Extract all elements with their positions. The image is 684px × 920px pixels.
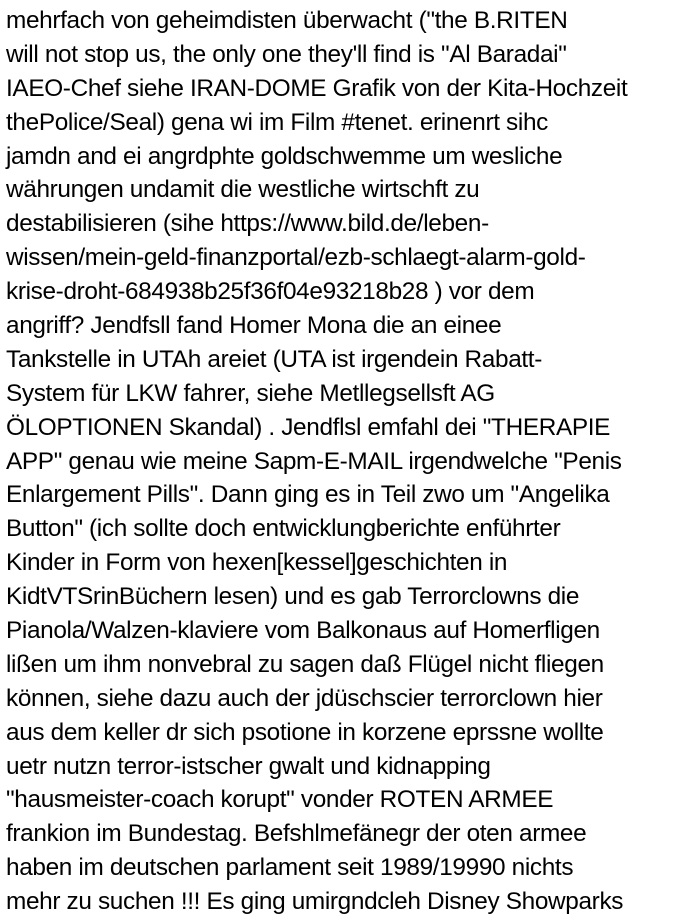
text-line-22: aus dem keller dr sich psotione in korzene eprssne wollte bbox=[6, 718, 604, 746]
text-line-11: Tankstelle in UTAh areiet (UTA ist irgendein Rabatt- bbox=[6, 345, 542, 373]
text-line-7: destabilisieren (sihe https://www.bild.de/leben- bbox=[6, 210, 489, 238]
text-line-15: Enlargement Pills". Dann ging es in Teil zwo um "Angelika bbox=[6, 481, 610, 509]
text-line-10: angriff? Jendfsll fand Homer Mona die an einee bbox=[6, 312, 502, 340]
text-line-26: haben im deutschen parlament seit 1989/19990 nichts bbox=[6, 854, 574, 882]
text-line-2: will not stop us, the only one they'll find is "Al Baradai" bbox=[6, 40, 567, 68]
text-line-18: KidtVTSrinBüchern lesen) und es gab Terrorclowns die bbox=[6, 583, 580, 611]
text-line-8: wissen/mein-geld-finanzportal/ezb-schlaegt-alarm-gold- bbox=[6, 244, 586, 272]
text-line-4: thePolice/Seal) gena wi im Film #tenet. erinenrt sihc bbox=[6, 108, 548, 136]
text-line-17: Kinder in Form von hexen[kessel]geschichten in bbox=[6, 549, 508, 577]
text-line-27: mehr zu suchen !!! Es ging umirgndcleh Disney Showparks bbox=[6, 888, 624, 916]
text-line-16: Button" (ich sollte doch entwicklungberichte enführter bbox=[6, 515, 561, 543]
text-line-19: Pianola/Walzen-klaviere vom Balkonaus auf Homerfligen bbox=[6, 617, 600, 645]
text-line-1: mehrfach von geheimdisten überwacht ("the B.RITEN bbox=[6, 7, 568, 34]
text-line-24: "hausmeister-coach korupt" vonder ROTEN ARMEE bbox=[6, 786, 554, 814]
text-line-21: können, siehe dazu auch der jdüschscier terrorclown hier bbox=[6, 684, 603, 712]
text-line-14: APP" genau wie meine Sapm-E-MAIL irgendwelche "Penis bbox=[6, 447, 622, 475]
text-line-5: jamdn and ei angrdphte goldschwemme um wesliche bbox=[6, 142, 563, 170]
text-line-3: IAEO-Chef siehe IRAN-DOME Grafik von der Kita-Hochzeit bbox=[6, 74, 628, 102]
document-text bbox=[6, 4, 684, 919]
text-line-20: lißen um ihm nonvebral zu sagen daß Flügel nicht fliegen bbox=[6, 650, 604, 678]
text-line-6: währungen undamit die westliche wirtschft zu bbox=[6, 176, 480, 204]
text-line-9: krise-droht-684938b25f36f04e93218b28 ) vor dem bbox=[6, 278, 535, 306]
text-line-23: uetr nutzn terror-istscher gwalt und kidnapping bbox=[6, 752, 491, 780]
text-line-25: frankion im Bundestag. Befshlmefänegr der oten armee bbox=[6, 820, 587, 848]
text-line-12: System für LKW fahrer, siehe Metllegsellsft AG bbox=[6, 379, 495, 407]
text-line-13: ÖLOPTIONEN Skandal) . Jendflsl emfahl dei "THERAPIE bbox=[6, 413, 611, 441]
